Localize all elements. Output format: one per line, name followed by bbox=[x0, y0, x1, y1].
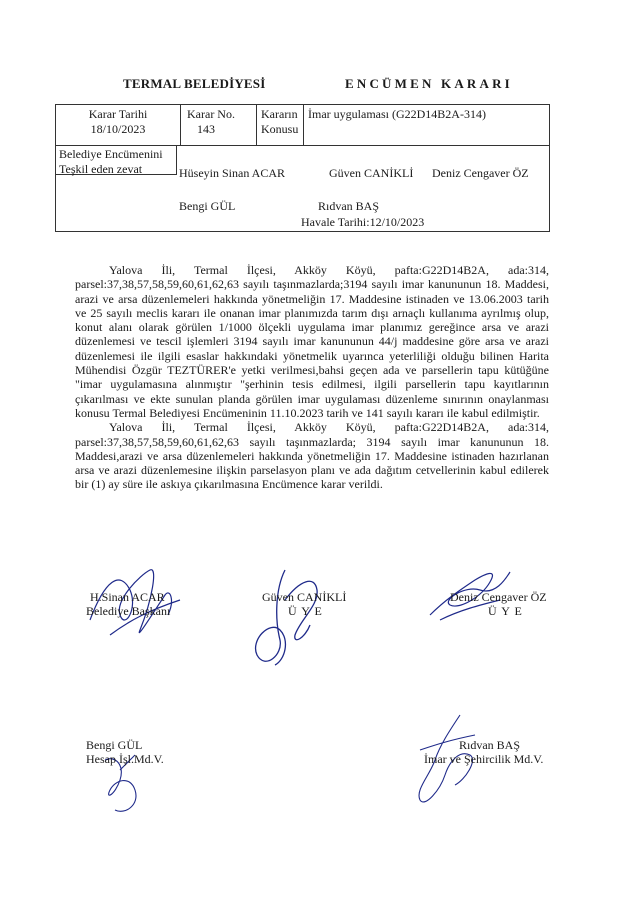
signatory-title: Hesap İşl.Md.V. bbox=[86, 752, 164, 766]
municipality-title: TERMAL BELEDİYESİ bbox=[123, 76, 266, 91]
signatory-name: Rıdvan BAŞ bbox=[459, 738, 521, 752]
decision-title: ENCÜMEN KARARI bbox=[345, 76, 513, 91]
member-name: Bengi GÜL bbox=[179, 199, 236, 213]
signatory-name: Bengi GÜL bbox=[86, 738, 143, 752]
signatory-title: İmar ve Şehircilik Md.V. bbox=[424, 752, 544, 766]
signatory-name: H.Sinan ACAR bbox=[90, 590, 165, 604]
members-label-2: Teşkil eden zevat bbox=[59, 162, 143, 176]
decision-date-label: Karar Tarihi bbox=[88, 107, 148, 121]
decision-info-table bbox=[55, 104, 550, 232]
decision-subject-label-1: Kararın bbox=[261, 107, 298, 121]
decision-body bbox=[75, 263, 549, 492]
signatory-title: Ü Y E bbox=[288, 604, 323, 618]
decision-date-cell bbox=[56, 105, 181, 145]
info-top-row bbox=[56, 105, 549, 146]
member-name: Deniz Cengaver ÖZ bbox=[432, 166, 529, 180]
decision-number-value: 143 bbox=[197, 122, 215, 136]
signatory-title: Ü Y E bbox=[488, 604, 523, 618]
decision-date-value: 18/10/2023 bbox=[90, 122, 146, 136]
decision-subject-label-cell bbox=[257, 105, 304, 145]
referral-date: Havale Tarihi:12/10/2023 bbox=[301, 215, 425, 229]
body-paragraph: Yalova İli, Termal İlçesi, Akköy Köyü, pafta:G22D14B2A, ada:314, parsel:37,38,57,58,59,60,61,62,63 sayılı taşınmazlarda;3194 sayılı imar kanununun 18. Maddesi, arazi ve arsa düzenlemeleri hakkında yönetmeliğin 17. Maddesine istinaden ve 13.06.2003 tarih ve 25 sayılı meclis kararı ile onanan imar planımızda tarım dışı arnaçlı kullanıma ayrılmış olup, konut alanı olarak görülen 1/1000 ölçekli uygulama imar planımız gereğince arsa ve arazi düzenlemesi ve tescil işlemleri 3194 sayılı imar kanununun 44/j maddesine göre arsa ve arazi düzenlemesi ile ilgili esaslar hakkındaki yönetmelik uyarınca yeterliliği olduğu bilinen Harita Mühendisi Özgür TEZTÜRER'e yetki verilmesi,bahsi geçen ada ve parsellerin tapu kütüğüne "imar uygulamasına alınmıştır "şerhinin tesis edilmesi, ilgili parsellerin tapu kayıtlarının çıkarılması ve ekte sunulan planda görülen imar uygulaması düzenleme sınırının onaylanması konusu Termal Belediyesi Encümeninin 11.10.2023 tarih ve 141 sayılı kararı ile kabul edilmiştir. bbox=[75, 263, 549, 420]
decision-subject-cell bbox=[304, 105, 549, 145]
decision-subject-value: İmar uygulaması (G22D14B2A-314) bbox=[308, 107, 486, 121]
member-name: Güven CANİKLİ bbox=[329, 166, 414, 180]
signatory-title: Belediye Başkanı bbox=[86, 604, 171, 618]
members-label-cell bbox=[56, 145, 177, 175]
signatory-name: Deniz Cengaver ÖZ bbox=[450, 590, 547, 604]
member-name: Hüseyin Sinan ACAR bbox=[179, 166, 286, 180]
members-label-1: Belediye Encümenini bbox=[59, 147, 163, 161]
decision-number-cell bbox=[181, 105, 257, 145]
body-paragraph: Yalova İli, Termal İlçesi, Akköy Köyü, pafta:G22D14B2A, ada:314, parsel:37,38,57,58,59,60,61,62,63 sayılı taşınmazlarda; 3194 sayılı imar kanununun 18. Maddesi,arazi ve arsa düzenlemeleri hakkında yönetmeliğin 17. Maddesine istinaden hazırlanan arsa ve arazi düzenlemesine ilişkin parselasyon planı ve ada dağıtım cetvellerinin kabul edilerek bir (1) ay süre ile askıya çıkarılmasına Encümence karar verildi. bbox=[75, 420, 549, 492]
decision-number-label: Karar No. bbox=[187, 107, 235, 121]
signatory-name: Güven CANİKLİ bbox=[262, 590, 347, 604]
member-name: Rıdvan BAŞ bbox=[318, 199, 380, 213]
decision-subject-label-2: Konusu bbox=[261, 122, 299, 136]
